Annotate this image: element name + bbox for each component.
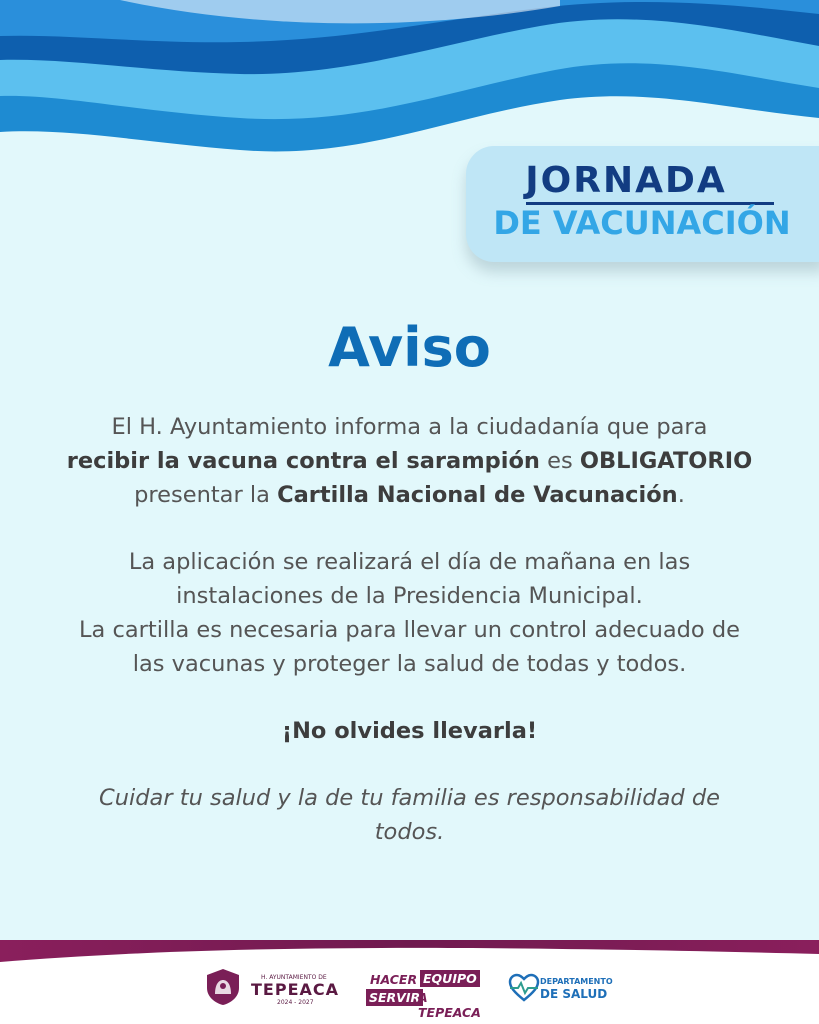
present-text: presentar la [134,482,278,508]
salud-bottom-text: DE SALUD [540,987,608,1001]
slogan-servir: SERVIR [366,989,423,1006]
paragraph-1-line-2 [30,444,789,478]
paragraph-1-line-3 [30,478,789,512]
salud-logo [508,970,618,1006]
tepeaca-years: 2024 - 2027 [277,999,314,1006]
heart-pulse-icon [508,972,540,1004]
notice-body [30,410,789,849]
reminder-text: ¡No olvides llevarla! [281,718,538,744]
paragraph-2-line-3: La cartilla es necesaria para llevar un control adecuado de [79,617,740,643]
bold-mandatory-text: OBLIGATORIO [579,448,753,474]
header-waves [0,0,819,170]
paragraph-2-line-1: La aplicación se realizará el día de mañana en las [128,549,691,575]
paragraph-2-line-2: instalaciones de la Presidencia Municipal. [176,583,643,609]
badge-line2: DE VACUNACIÓN [493,204,791,242]
bold-card-text: Cartilla Nacional de Vacunación [277,482,678,508]
closing-line-1: Cuidar tu salud y la de tu familia es responsabilidad de [99,785,720,811]
slogan-a-tepeaca: A TEPEACA [418,990,481,1020]
tepeaca-shield-icon [205,968,241,1006]
tepeaca-logo [205,968,345,1010]
bold-vaccine-text: recibir la vacuna contra el sarampión [66,448,540,474]
salud-top-text: DEPARTAMENTO [540,977,613,986]
slogan-equipo: EQUIPO [420,970,480,987]
paragraph-1-line-1: El H. Ayuntamiento informa a la ciudadanía que para [111,414,708,440]
tepeaca-name: TEPEACA [251,980,340,999]
campaign-badge [466,146,819,262]
closing-line-2: todos. [374,819,445,845]
tepeaca-top-text: H. AYUNTAMIENTO DE [261,974,327,981]
slogan-hacer: HACER [370,972,418,987]
slogan-logo [364,970,488,1020]
paragraph-2-line-4: las vacunas y proteger la salud de todas y todos. [132,651,687,677]
badge-line1: JORNADA [525,160,727,201]
period-text: . [677,482,685,508]
page-title: Aviso [328,316,491,379]
connector-text: es [539,448,580,474]
